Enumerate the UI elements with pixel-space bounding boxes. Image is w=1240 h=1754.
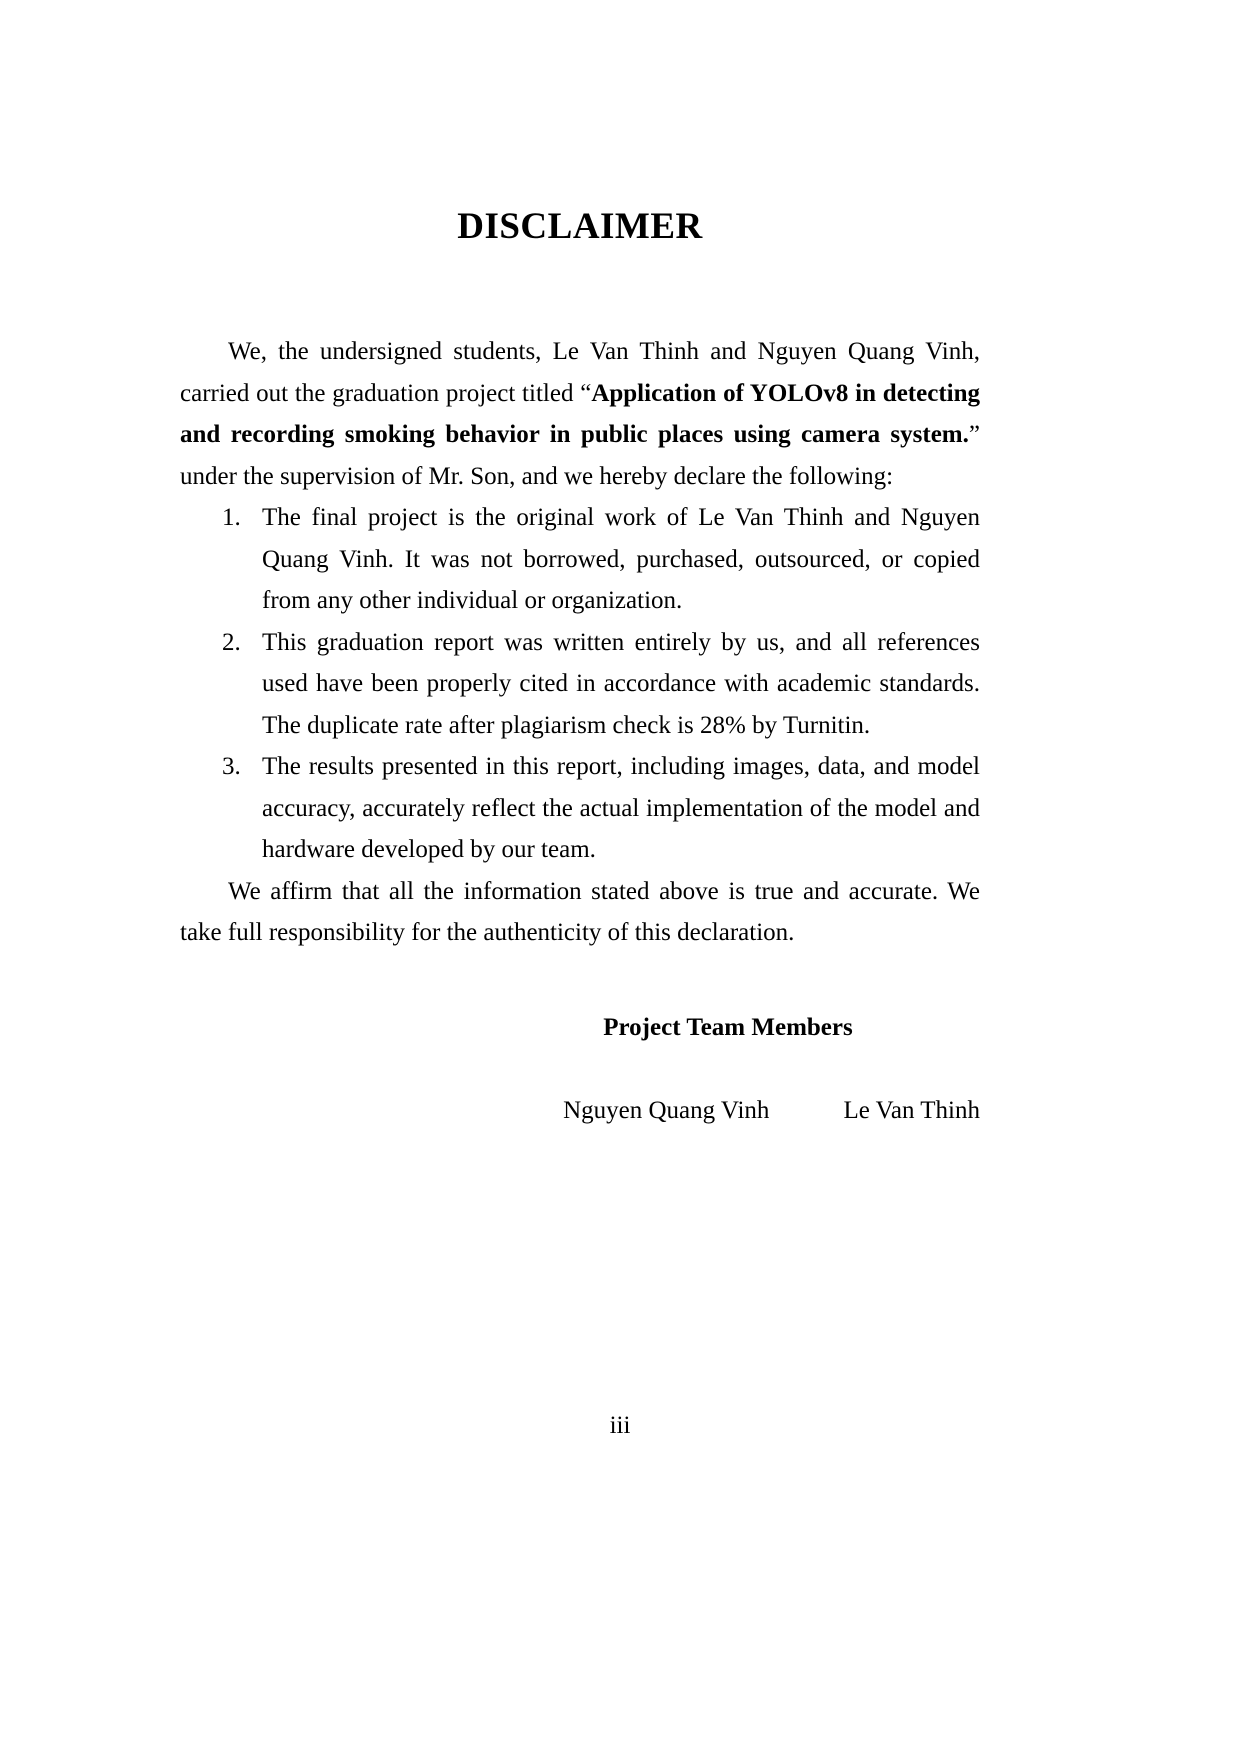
signature-name-second: Le Van Thinh [843, 1097, 980, 1124]
page-number: iii [609, 1412, 631, 1439]
page-title: DISCLAIMER [457, 206, 703, 247]
intro-lead-text: We, the undersigned students, Le Van Thinh and Nguyen Quang Vinh, carried out the graduation project titled “ [180, 338, 980, 407]
list-item [180, 746, 980, 871]
intro-close-quote: ” [968, 421, 980, 448]
project-title-text: Application of YOLOv8 in detecting and recording smoking behavior in public places using camera system. [180, 379, 980, 448]
list-item-text: The final project is the original work of Le Van Thinh and Nguyen Quang Vinh. It was not borrowed, purchased, outsourced, or copied from any other individual or organization. [262, 504, 980, 614]
list-item-marker: 2. [222, 628, 241, 656]
declarations-list [180, 497, 980, 871]
page-content [180, 0, 980, 1132]
list-item-text: This graduation report was written entirely by us, and all references used have been properly cited in accordance with academic standards. The duplicate rate after plagiarism check is 28% by Turnitin. [262, 628, 980, 739]
intro-tail-text: under the supervision of Mr. Son, and we hereby declare the following: [180, 462, 894, 490]
signature-block [180, 1048, 980, 1132]
list-item-marker: 3. [222, 753, 241, 780]
list-item-text: The results presented in this report, including images, data, and model accuracy, accurately reflect the actual implementation of the model and hardware developed by our team. [262, 753, 980, 863]
list-item [180, 622, 980, 747]
intro-paragraph [180, 331, 980, 497]
closing-paragraph: We affirm that all the information stated above is true and accurate. We take full responsibility for the authenticity of this declaration. [180, 877, 980, 946]
list-item [180, 497, 980, 622]
signature-name-first: Nguyen Quang Vinh [563, 1097, 770, 1124]
team-heading: Project Team Members [603, 1013, 853, 1041]
list-item-marker: 1. [222, 504, 241, 531]
